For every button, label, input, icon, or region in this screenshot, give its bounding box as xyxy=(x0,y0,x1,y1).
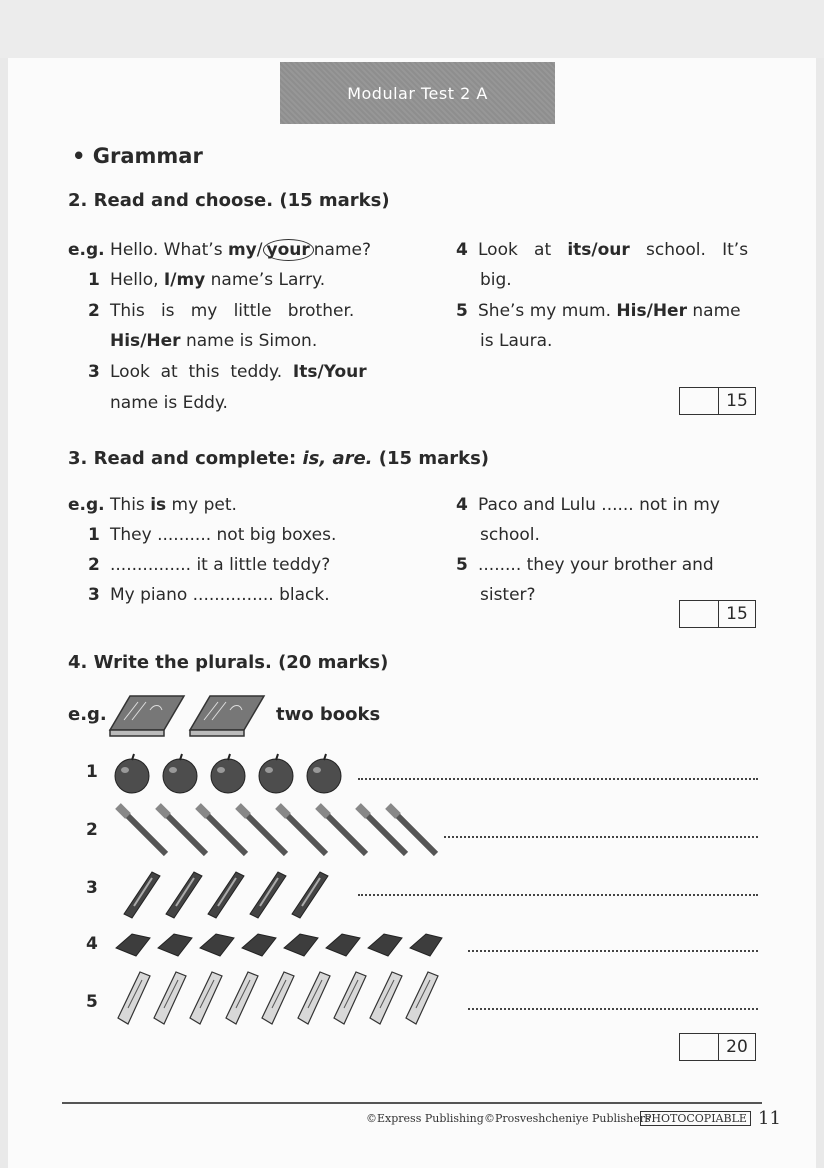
ex3-item-3[interactable]: 3 My piano ............... black. xyxy=(88,585,330,605)
score-max: 15 xyxy=(726,391,748,411)
score-blank[interactable] xyxy=(680,1034,719,1060)
ex4-row-2-number: 2 xyxy=(86,820,98,840)
ex2-item-4-line2: big. xyxy=(480,270,512,290)
ex2-item-3-line2: name is Eddy. xyxy=(110,393,228,413)
ex3-title: 3. Read and complete: is, are. (15 marks) xyxy=(68,448,490,469)
ex3-example: e.g. This is my pet. xyxy=(68,495,237,515)
photocopiable-badge: PHOTOCOPIABLE xyxy=(640,1112,751,1125)
ruler-icon xyxy=(114,968,444,1028)
ex3-item-1[interactable]: 1 They .......... not big boxes. xyxy=(88,525,337,545)
answer-line-4[interactable] xyxy=(468,950,758,952)
ex2-example: e.g. Hello. What’s my/ your name? xyxy=(68,240,371,260)
ex3-item-5[interactable]: 5 ........ they your brother and xyxy=(456,555,714,575)
test-title: Modular Test 2 A xyxy=(347,83,488,103)
ex4-score-box xyxy=(679,1033,756,1061)
circled-answer: your xyxy=(263,239,314,261)
ex3-item-5-line2: sister? xyxy=(480,585,536,605)
ex3-item-4[interactable]: 4 Paco and Lulu ...... not in my xyxy=(456,495,720,515)
ex2-item-3: 3 Look at this teddy. Its/Your xyxy=(88,362,367,382)
ex3-score-box xyxy=(679,600,756,628)
answer-line-2[interactable] xyxy=(444,836,758,838)
ex2-item-2: 2 This is my little brother. xyxy=(88,301,355,321)
ex4-row-1-number: 1 xyxy=(86,762,98,782)
page-number: 11 xyxy=(758,1108,781,1129)
pen-icon xyxy=(118,866,338,922)
ex4-title: 4. Write the plurals. (20 marks) xyxy=(68,652,389,673)
paintbrush-icon xyxy=(116,806,436,862)
score-blank[interactable] xyxy=(680,388,719,414)
score-max: 15 xyxy=(726,604,748,624)
test-title-banner xyxy=(280,62,555,124)
ex2-score-box xyxy=(679,387,756,415)
ex4-eg-label: e.g. xyxy=(68,704,107,725)
ex2-item-5-line2: is Laura. xyxy=(480,331,553,351)
footer-publisher-1: ©Express Publishing xyxy=(366,1112,484,1125)
ex2-item-4: 4 Look at its/our school. It’s xyxy=(456,240,749,260)
grammar-heading xyxy=(72,144,203,168)
score-blank[interactable] xyxy=(680,601,719,627)
ex3-item-2[interactable]: 2 ............... it a little teddy? xyxy=(88,555,331,575)
ex2-title: 2. Read and choose. (15 marks) xyxy=(68,190,390,211)
bullet-icon: • xyxy=(72,144,86,168)
ex4-row-4-number: 4 xyxy=(86,934,98,954)
ex4-row-3-number: 3 xyxy=(86,878,98,898)
footer-publisher-2: ©Prosveshcheniye Publishers xyxy=(484,1112,651,1125)
answer-line-1[interactable] xyxy=(358,778,758,780)
footer-rule xyxy=(62,1102,762,1104)
grammar-title: Grammar xyxy=(92,144,203,168)
ex4-row-5-number: 5 xyxy=(86,992,98,1012)
scan-top-edge xyxy=(0,0,824,58)
score-max: 20 xyxy=(726,1037,748,1057)
ex3-item-4-line2: school. xyxy=(480,525,540,545)
ex2-item-1: 1 Hello, I/my name’s Larry. xyxy=(88,270,326,290)
book-icon xyxy=(102,690,272,740)
apple-icon xyxy=(110,752,350,796)
answer-line-5[interactable] xyxy=(468,1008,758,1010)
ex2-item-5: 5 She’s my mum. His/Her name xyxy=(456,301,741,321)
answer-line-3[interactable] xyxy=(358,894,758,896)
eraser-icon xyxy=(114,928,444,964)
ex2-item-2-line2: His/Her name is Simon. xyxy=(110,331,318,351)
ex4-eg-answer: two books xyxy=(276,704,381,725)
